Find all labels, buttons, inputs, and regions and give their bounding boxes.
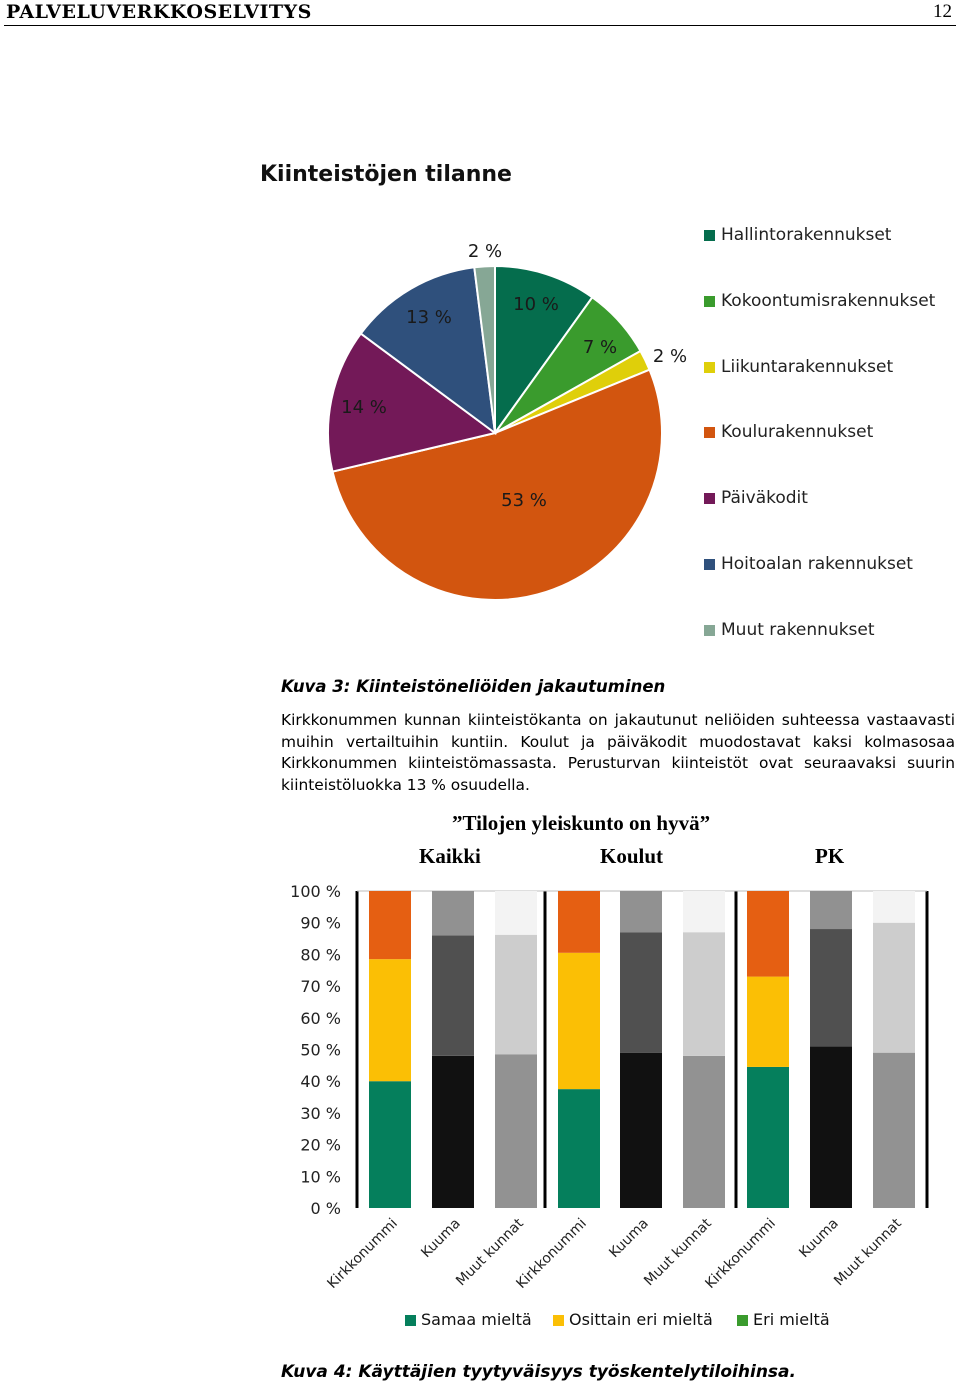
- x-tick-label: Kuuma: [606, 1215, 652, 1262]
- bar-segment-2-1: [432, 1056, 474, 1208]
- y-tick-label: 80 %: [300, 945, 341, 965]
- pie-data-label-p-iv-kodit: 14 %: [341, 397, 387, 418]
- x-tick-label: Kuuma: [418, 1215, 464, 1262]
- bar-segment-7-1: [747, 1067, 789, 1208]
- bar-segment-3-3: [495, 891, 537, 935]
- pie-data-label-koulurakennukset: 53 %: [501, 490, 547, 511]
- bar-chart-caption: Kuva 4: Käyttäjien tyytyväisyys työskentelytiloihinsa.: [281, 1362, 796, 1382]
- y-tick-label: 40 %: [300, 1072, 341, 1092]
- y-tick-label: 30 %: [300, 1103, 341, 1123]
- x-tick-label: Muut kunnat: [641, 1215, 715, 1290]
- y-tick-label: 20 %: [300, 1135, 341, 1155]
- bar-segment-3-2: [495, 935, 537, 1055]
- legend-label: Samaa mieltä: [421, 1310, 532, 1329]
- bar-segment-1-3: [369, 891, 411, 959]
- bar-segment-1-1: [369, 1081, 411, 1208]
- y-tick-label: 100 %: [290, 882, 341, 901]
- legend-swatch: [737, 1315, 748, 1326]
- legend-label: Osittain eri mieltä: [569, 1310, 713, 1329]
- pie-data-label-muut-rakennukset: 2 %: [467, 241, 503, 262]
- bar-segment-6-3: [683, 891, 725, 932]
- pie-data-label-kokoontumisrakennukset: 7 %: [582, 337, 618, 358]
- legend-label: Koulurakennukset: [721, 422, 874, 443]
- y-tick-label: 90 %: [300, 913, 341, 933]
- group-label-koulut: Koulut: [600, 844, 664, 868]
- pie-data-label-liikuntarakennukset: 2 %: [652, 346, 688, 367]
- bar-segment-3-1: [495, 1054, 537, 1208]
- legend-label: Liikuntarakennukset: [721, 356, 894, 377]
- legend-swatch: [704, 559, 715, 570]
- legend-label: Päiväkodit: [721, 488, 808, 509]
- bar-chart-title: ”Tilojen yleiskunto on hyvä”: [452, 811, 711, 835]
- body-paragraph: Kirkkonummen kunnan kiinteistökanta on jakautunut neliöiden suhteessa vastaavasti muihin vertailtuihin kuntiin. Koulut ja päiväkodit muodostavat kaksi kolmasosaa Kirkkonummen kiinteistömassasta. Perusturvan kiinteistöt ovat seuraavaksi suurin kiinteistöluokka 13 % osuudella.: [281, 711, 955, 794]
- group-label-pk: PK: [815, 844, 845, 868]
- bar-segment-2-3: [432, 891, 474, 935]
- pie-data-label-hoitoalan-rakennukset: 13 %: [406, 307, 452, 328]
- bar-segment-5-2: [620, 932, 662, 1052]
- x-tick-label: Muut kunnat: [453, 1215, 527, 1290]
- bar-segment-9-3: [873, 891, 915, 923]
- bar-segment-4-2: [558, 953, 600, 1089]
- x-tick-label: Kirkkonummi: [324, 1215, 401, 1292]
- bar-segment-5-3: [620, 891, 662, 932]
- legend-label: Kokoontumisrakennukset: [721, 290, 936, 311]
- document-header-title: PALVELUVERKKOSELVITYS: [6, 1, 312, 23]
- bar-segment-8-1: [810, 1046, 852, 1208]
- bar-segment-1-2: [369, 959, 411, 1081]
- bar-segment-8-3: [810, 891, 852, 929]
- page-number: 12: [933, 1, 952, 22]
- legend-swatch: [704, 296, 715, 307]
- stacked-bar-chart: [0, 860, 960, 1300]
- pie-chart: [0, 0, 960, 680]
- x-tick-label: Kuuma: [796, 1215, 842, 1262]
- legend-swatch: [704, 625, 715, 636]
- y-tick-label: 50 %: [300, 1040, 341, 1060]
- bar-segment-8-2: [810, 929, 852, 1046]
- legend-label: Hoitoalan rakennukset: [721, 553, 913, 574]
- pie-data-label-hallintorakennukset: 10 %: [513, 294, 559, 315]
- bar-segment-6-2: [683, 932, 725, 1056]
- bar-segment-2-2: [432, 935, 474, 1055]
- group-label-kaikki: Kaikki: [419, 844, 481, 868]
- legend-swatch: [704, 427, 715, 438]
- legend-swatch: [405, 1315, 416, 1326]
- legend-label: Eri mieltä: [753, 1310, 830, 1329]
- x-tick-label: Kirkkonummi: [513, 1215, 590, 1292]
- bar-segment-4-3: [558, 891, 600, 953]
- y-tick-label: 0 %: [310, 1199, 341, 1218]
- legend-swatch: [704, 230, 715, 241]
- legend-label: Muut rakennukset: [721, 619, 875, 640]
- legend-swatch: [553, 1315, 564, 1326]
- x-tick-label: Muut kunnat: [831, 1215, 905, 1290]
- legend-swatch: [704, 493, 715, 504]
- bar-segment-4-1: [558, 1089, 600, 1208]
- bar-segment-7-2: [747, 977, 789, 1067]
- x-tick-label: Kirkkonummi: [702, 1215, 779, 1292]
- y-tick-label: 60 %: [300, 1008, 341, 1028]
- bar-segment-7-3: [747, 891, 789, 977]
- y-tick-label: 70 %: [300, 977, 341, 997]
- bar-segment-9-2: [873, 923, 915, 1053]
- bar-segment-5-1: [620, 1053, 662, 1208]
- bar-segment-9-1: [873, 1053, 915, 1208]
- legend-swatch: [704, 362, 715, 373]
- legend-label: Hallintorakennukset: [721, 225, 892, 245]
- y-tick-label: 10 %: [300, 1167, 341, 1187]
- pie-chart-title: Kiinteistöjen tilanne: [260, 162, 512, 187]
- bar-segment-6-1: [683, 1056, 725, 1208]
- pie-chart-caption: Kuva 3: Kiinteistöneliöiden jakautuminen: [281, 677, 666, 696]
